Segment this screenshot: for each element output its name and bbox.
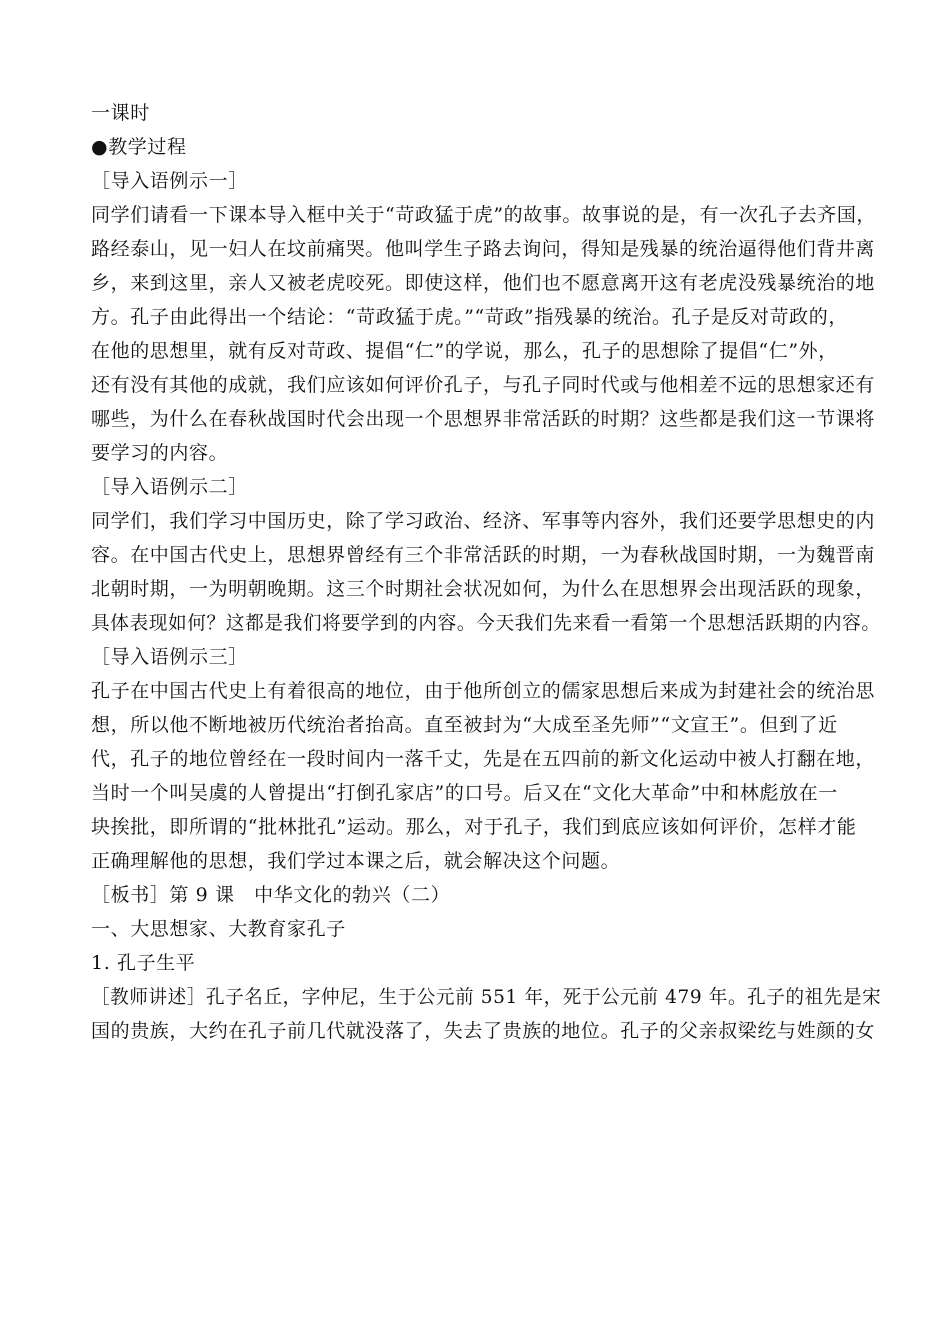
- paragraph-line: 哪些，为什么在春秋战国时代会出现一个思想界非常活跃的时期？这些都是我们这一节课将: [91, 408, 876, 430]
- paragraph-line: 方。孔子由此得出一个结论：“苛政猛于虎。”“苛政”指残暴的统治。孔子是反对苛政的，: [91, 306, 848, 328]
- paragraph-line: 具体表现如何？这都是我们将要学到的内容。今天我们先来看一看第一个思想活跃期的内容。: [91, 612, 881, 634]
- paragraph-line: 容。在中国古代史上，思想界曾经有三个非常活跃的时期，一为春秋战国时期，一为魏晋南: [91, 544, 876, 566]
- paragraph-line: 同学们请看一下课本导入框中关于“苛政猛于虎”的故事。故事说的是，有一次孔子去齐国，: [91, 204, 877, 226]
- paragraph-line: 孔子在中国古代史上有着很高的地位，由于他所创立的儒家思想后来成为封建社会的统治思: [91, 680, 876, 702]
- paragraph-line: 还有没有其他的成就，我们应该如何评价孔子，与孔子同时代或与他相差不远的思想家还有: [91, 374, 876, 396]
- board-writing-title: ［板书］第 9 课 中华文化的勃兴（二）: [91, 884, 451, 906]
- paragraph-line: 代，孔子的地位曾经在一段时间内一落千丈，先是在五四前的新文化运动中被人打翻在地，: [91, 748, 876, 770]
- section-heading-teaching-process: ●教学过程: [91, 136, 187, 158]
- paragraph-line: 块挨批，即所谓的“批林批孔”运动。那么，对于孔子，我们到底应该如何评价，怎样才能: [91, 816, 857, 838]
- paragraph-line: ［教师讲述］孔子名丘，字仲尼，生于公元前 551 年，死于公元前 479 年。孔子的祖先是宋: [91, 986, 882, 1008]
- paragraph-line: 路经泰山，见一妇人在坟前痛哭。他叫学生子路去询问，得知是残暴的统治逼得他们背井离: [91, 238, 876, 260]
- paragraph-line: 当时一个叫吴虞的人曾提出“打倒孔家店”的口号。后又在“文化大革命”中和林彪放在一: [91, 782, 838, 804]
- paragraph-line: 乡，来到这里，亲人又被老虎咬死。即使这样，他们也不愿意离开这有老虎没残暴统治的地: [91, 272, 876, 294]
- paragraph-line: 北朝时期，一为明朝晚期。这三个时期社会状况如何，为什么在思想界会出现活跃的现象，: [91, 578, 876, 600]
- document-body: [91, 96, 881, 1048]
- paragraph-line: 想，所以他不断地被历代统治者抬高。直至被封为“大成至圣先师”“文宣王”。但到了近: [91, 714, 838, 736]
- paragraph-line: 同学们，我们学习中国历史，除了学习政治、经济、军事等内容外，我们还要学思想史的内: [91, 510, 876, 532]
- paragraph-line: 国的贵族，大约在孔子前几代就没落了，失去了贵族的地位。孔子的父亲叔梁纥与姓颜的女: [91, 1020, 876, 1042]
- subsection-heading-biography: 1. 孔子生平: [91, 952, 196, 974]
- intro-example-1-heading: ［导入语例示一］: [91, 170, 248, 192]
- intro-example-3-heading: ［导入语例示三］: [91, 646, 248, 668]
- paragraph-line: 正确理解他的思想，我们学过本课之后，就会解决这个问题。: [91, 850, 621, 872]
- lesson-duration-line: 一课时: [91, 102, 150, 124]
- section-heading-confucius: 一、大思想家、大教育家孔子: [91, 918, 346, 940]
- intro-example-2-heading: ［导入语例示二］: [91, 476, 248, 498]
- paragraph-line: 在他的思想里，就有反对苛政、提倡“仁”的学说，那么，孔子的思想除了提倡“仁”外，: [91, 340, 838, 362]
- paragraph-line: 要学习的内容。: [91, 442, 229, 464]
